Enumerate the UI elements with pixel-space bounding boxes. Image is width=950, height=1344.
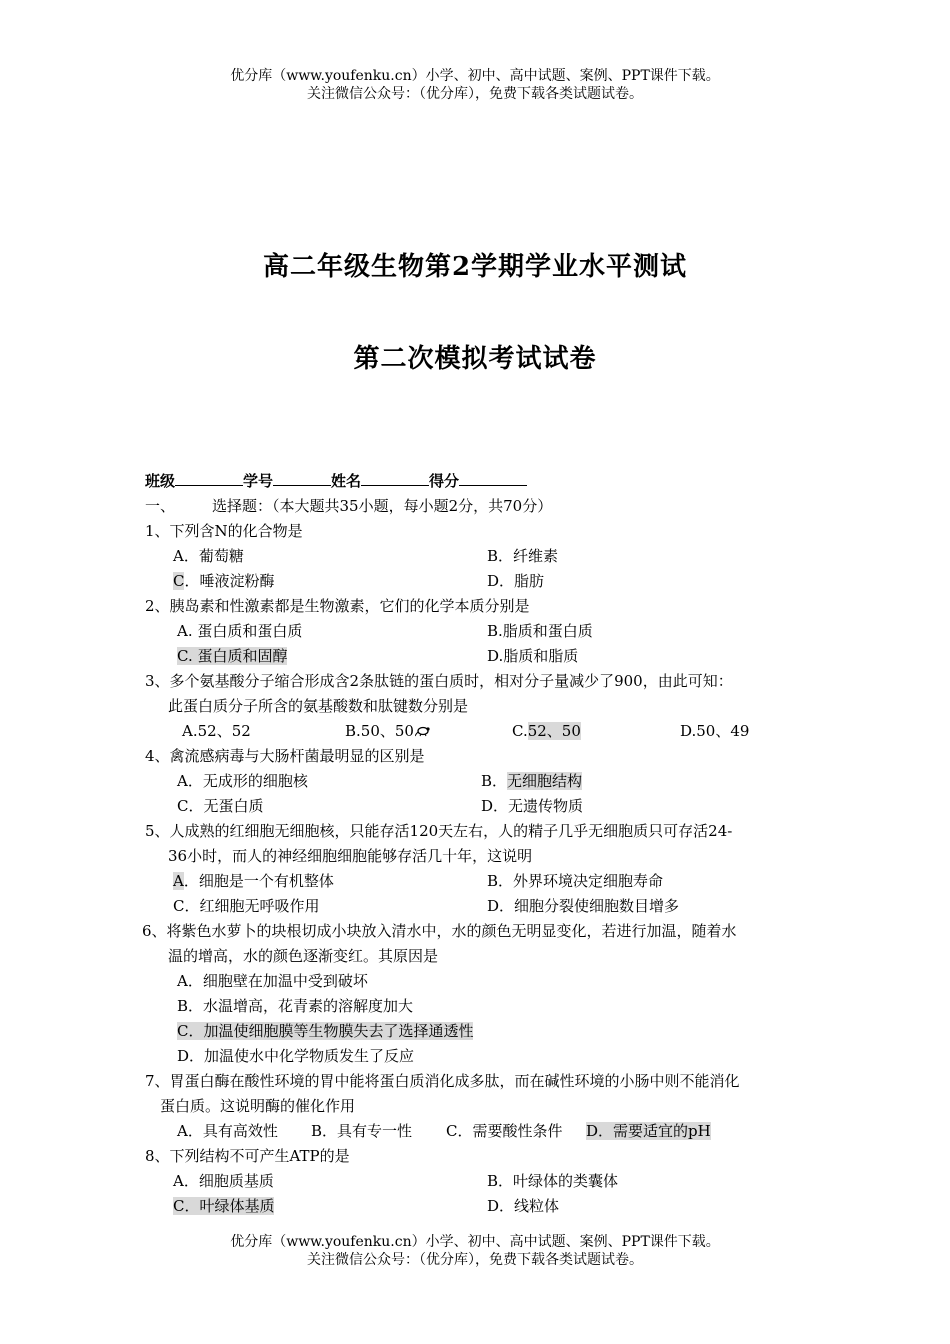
class-label: 班级 — [145, 472, 176, 490]
q2-option-c — [177, 646, 287, 666]
q3-stem-line-1: 3、多个氨基酸分子缩合形成含2条肽链的蛋白质时，相对分子量减少了900，由此可知： — [145, 672, 733, 690]
student-id-blank — [273, 471, 331, 486]
header-line-2: 关注微信公众号：（优分库），免费下载各类试题试卷。 — [307, 86, 643, 102]
q6-option-c — [177, 1021, 473, 1041]
q7-stem-line-2: 蛋白质。这说明酶的催化作用 — [160, 1097, 356, 1115]
q4-option-b-value: 无细胞结构 — [507, 772, 583, 790]
q8-stem: 8、下列结构不可产生ATP的是 — [145, 1147, 350, 1165]
q1-option-c-letter: C — [173, 572, 185, 590]
header-line-1: 优分库（www.youfenku.cn）小学、初中、高中试题、案例、PPT课件下载。 — [230, 68, 720, 84]
q3-option-b-text: B.50、50 — [345, 722, 414, 740]
q1-option-d: D．脂肪 — [487, 572, 545, 590]
footer-line-2: 关注微信公众号：（优分库），免费下载各类试题试卷。 — [307, 1252, 643, 1268]
q5-option-a-letter: A — [173, 872, 184, 890]
q1-option-c — [173, 571, 275, 591]
mouse-icon — [415, 722, 433, 742]
q3-option-c — [512, 721, 581, 741]
q2-option-c-text: C. 蛋白质和固醇 — [177, 647, 288, 665]
q2-stem: 2、胰岛素和性激素都是生物激素，它们的化学本质分别是 — [145, 597, 530, 615]
q4-option-d: D．无遗传物质 — [481, 797, 584, 815]
page-subtitle: 第二次模拟考试试卷 — [353, 344, 597, 374]
q1-option-a: A．葡萄糖 — [173, 547, 244, 565]
q6-stem-line-1: 6、将紫色水萝卜的块根切成小块放入清水中，水的颜色无明显变化，若进行加温，随着水 — [142, 922, 737, 940]
q7-option-a: A．具有高效性 — [177, 1122, 278, 1140]
q3-option-b — [345, 721, 433, 742]
student-id-label: 学号 — [243, 472, 274, 490]
q7-option-d-text: D．需要适宜的pH — [586, 1122, 711, 1140]
q6-option-c-text: C．加温使细胞膜等生物膜失去了选择通透性 — [177, 1022, 474, 1040]
q4-option-c: C．无蛋白质 — [177, 797, 264, 815]
q5-option-a-text: ．细胞是一个有机整体 — [183, 872, 334, 890]
q8-option-d: D．线粒体 — [487, 1197, 560, 1215]
q6-option-d: D．加温使水中化学物质发生了反应 — [177, 1047, 415, 1065]
name-label: 姓名 — [331, 472, 362, 490]
q4-stem: 4、禽流感病毒与大肠杆菌最明显的区别是 — [145, 747, 425, 765]
class-blank — [175, 471, 243, 486]
q5-option-c: C．红细胞无呼吸作用 — [173, 897, 320, 915]
q8-option-b: B．叶绿体的类囊体 — [487, 1172, 619, 1190]
q2-option-a: A. 蛋白质和蛋白质 — [177, 622, 303, 640]
footer-line-1: 优分库（www.youfenku.cn）小学、初中、高中试题、案例、PPT课件下载。 — [230, 1234, 720, 1250]
q5-stem-line-1: 5、人成熟的红细胞无细胞核，只能存活120天左右，人的精子几乎无细胞质只可存活24- — [145, 822, 733, 840]
q1-option-c-text: ．唾液淀粉酶 — [184, 572, 275, 590]
q3-option-c-value: 52、50 — [527, 722, 581, 740]
q7-stem-line-1: 7、胃蛋白酶在酸性环境的胃中能将蛋白质消化成多肽，而在碱性环境的小肠中则不能消化 — [145, 1072, 740, 1090]
q2-option-b: B.脂质和蛋白质 — [487, 622, 593, 640]
q4-option-b — [481, 771, 582, 791]
q8-option-c-text: C．叶绿体基质 — [173, 1197, 275, 1215]
q5-option-b: B．外界环境决定细胞寿命 — [487, 872, 664, 890]
q2-option-d: D.脂质和脂质 — [487, 647, 579, 665]
student-info-row — [145, 471, 527, 491]
q5-option-a — [173, 871, 334, 891]
name-blank — [361, 471, 429, 486]
score-blank — [459, 471, 527, 486]
q3-stem-line-2: 此蛋白质分子所含的氨基酸数和肽键数分别是 — [168, 697, 469, 715]
q5-option-d: D．细胞分裂使细胞数目增多 — [487, 897, 680, 915]
q4-option-b-prefix: B． — [481, 772, 508, 790]
q1-option-b: B．纤维素 — [487, 547, 559, 565]
q3-option-d: D.50、49 — [680, 722, 750, 740]
score-label: 得分 — [429, 472, 460, 490]
page-title: 高二年级生物第2学期学业水平测试 — [262, 252, 688, 282]
q5-stem-line-2: 36小时，而人的神经细胞细胞能够存活几十年，这说明 — [168, 847, 533, 865]
q6-stem-line-2: 温的增高，水的颜色逐渐变红。其原因是 — [168, 947, 439, 965]
q3-option-a: A.52、52 — [182, 722, 251, 740]
section-number: 一、 — [145, 497, 176, 515]
q4-option-a: A．无成形的细胞核 — [177, 772, 308, 790]
q6-option-a: A．细胞壁在加温中受到破坏 — [177, 972, 368, 990]
q3-option-c-prefix: C. — [512, 722, 528, 740]
q8-option-a: A．细胞质基质 — [173, 1172, 274, 1190]
q7-option-c: C．需要酸性条件 — [446, 1122, 563, 1140]
q1-stem: 1、下列含N的化合物是 — [145, 522, 303, 540]
q7-option-d — [586, 1121, 711, 1141]
q6-option-b: B．水温增高，花青素的溶解度加大 — [177, 997, 414, 1015]
q8-option-c — [173, 1196, 274, 1216]
section-heading: 选择题：（本大题共35小题，每小题2分，共70分） — [212, 497, 553, 515]
q7-option-b: B．具有专一性 — [311, 1122, 413, 1140]
